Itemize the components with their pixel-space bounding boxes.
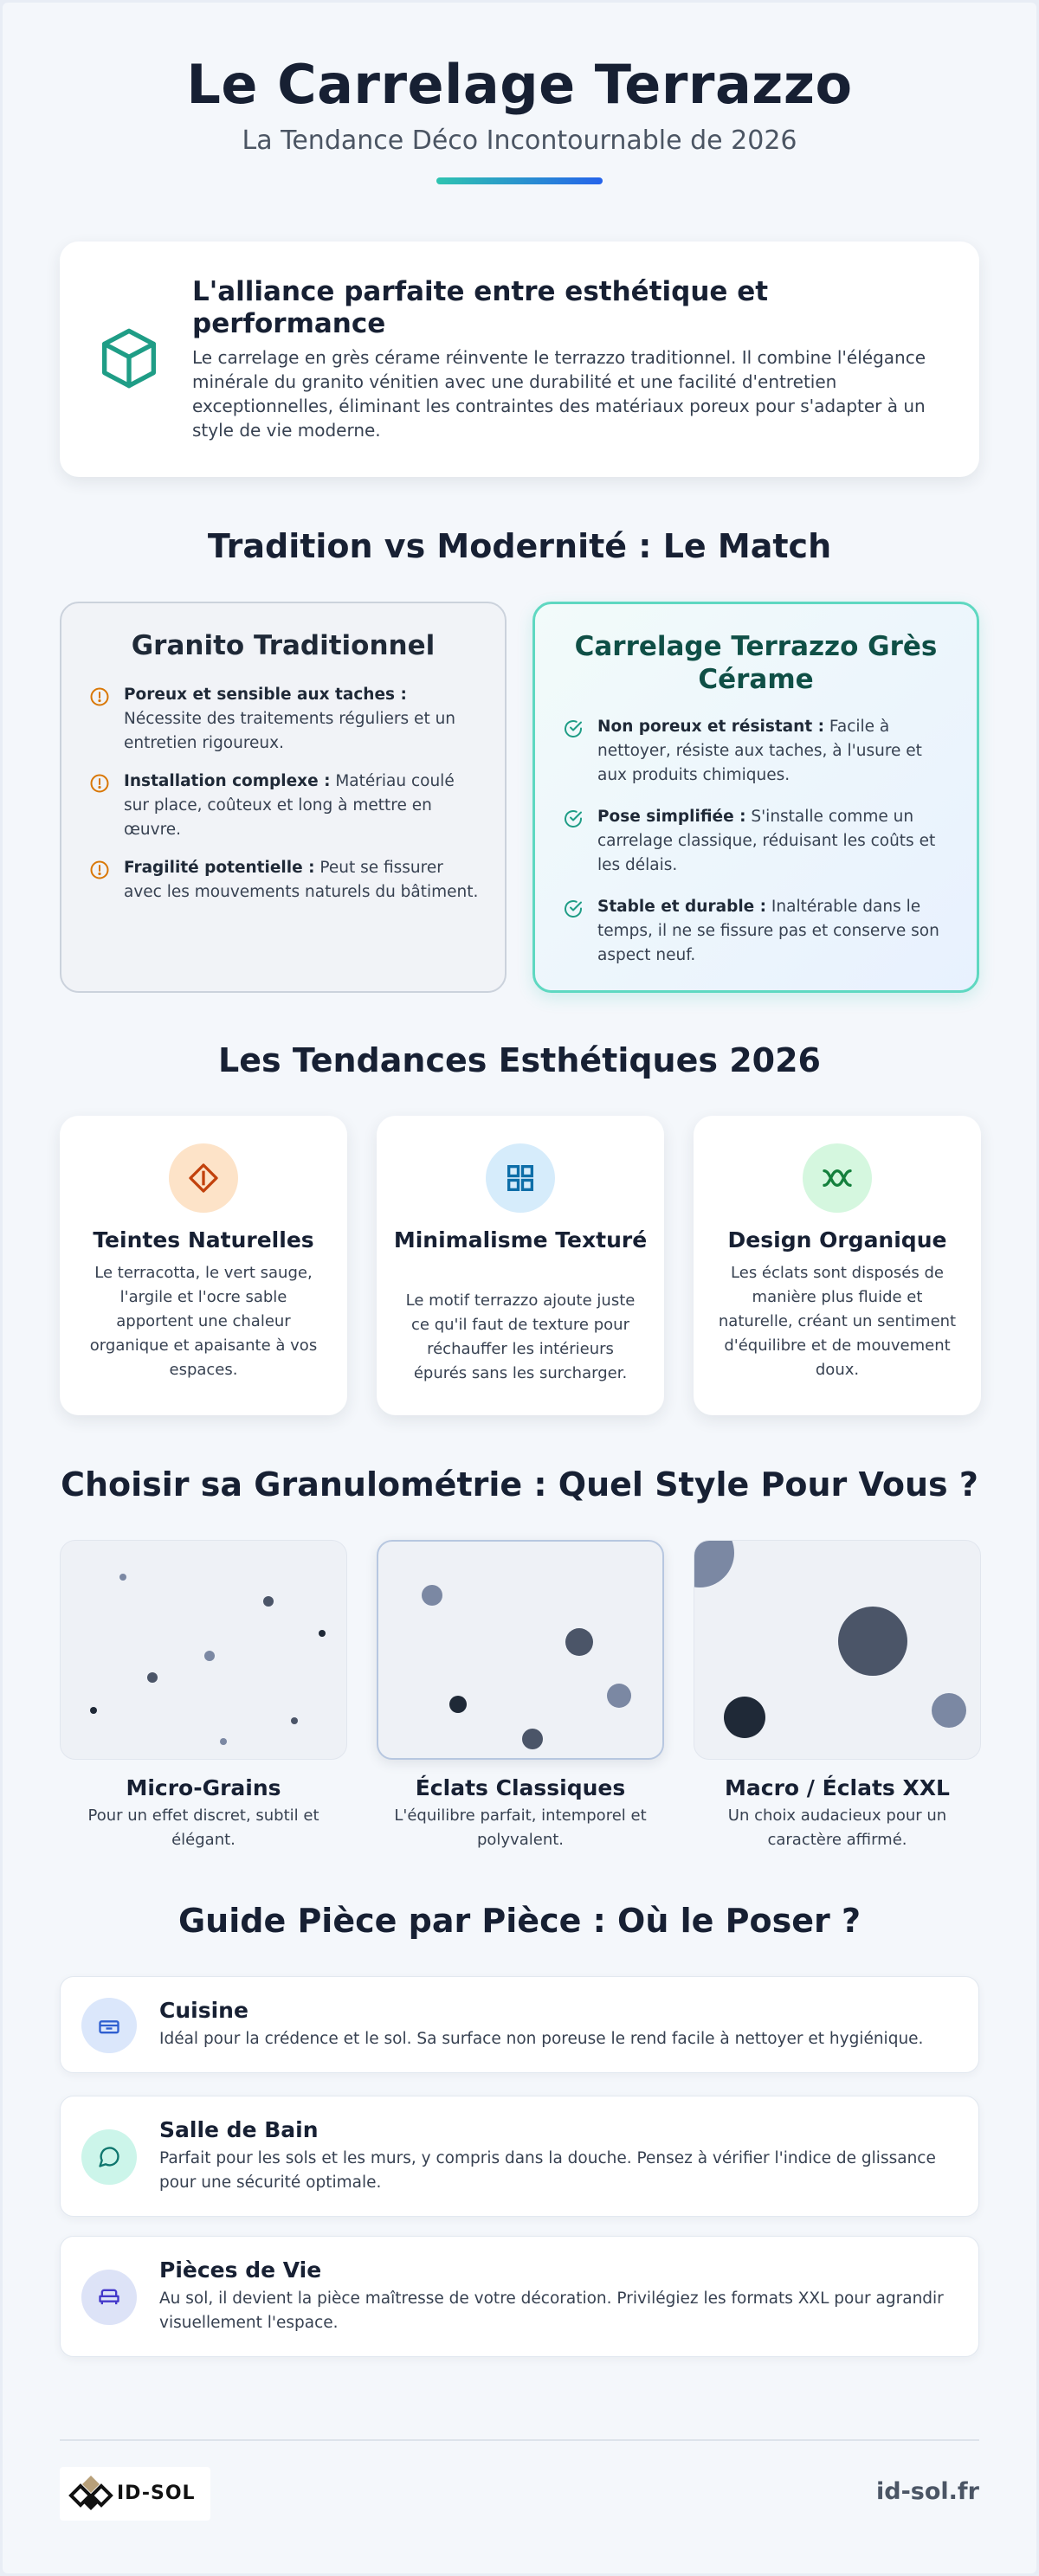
- room-icon-badge: [81, 1998, 137, 2053]
- rooms-title: Guide Pièce par Pièce : Où le Poser ?: [177, 1902, 862, 1940]
- item-text: Nécessite des traitements réguliers et un entretien rigoureux.: [124, 710, 456, 752]
- id-sol-logo[interactable]: [60, 2467, 210, 2521]
- footer-divider: [60, 2439, 979, 2441]
- item-text: Inaltérable dans le temps, il ne se fissure pas et conserve son aspect neuf.: [597, 898, 939, 964]
- logo-text: ID-SOL: [117, 2483, 196, 2504]
- trend-card: [377, 1116, 664, 1415]
- organic-curve-icon: [820, 1161, 855, 1195]
- room-card: [60, 2096, 979, 2217]
- item-label: Poreux et sensible aux taches :: [124, 686, 407, 704]
- macro-chips-swatch: [694, 1540, 981, 1760]
- room-icon-badge: [81, 2129, 137, 2185]
- trends-title: Les Tendances Esthétiques 2026: [218, 1041, 821, 1079]
- alert-circle-icon: [89, 773, 110, 794]
- traditional-card: [60, 602, 507, 993]
- trend-text: Le terracotta, le vert sauge, l'argile et l'ocre sable apportent une chaleur organique et apaisante à vos espaces.: [89, 1264, 318, 1379]
- room-title: Cuisine: [159, 1998, 248, 2023]
- infographic-page: [3, 3, 1036, 2573]
- title-underline: [436, 177, 603, 184]
- trend-card: [60, 1116, 347, 1415]
- trend-title: Minimalisme Texturé: [393, 1227, 648, 1253]
- logo-mark-icon: [67, 2474, 115, 2514]
- granulometry-title: Choisir sa Granulométrie : Quel Style Pour Vous ?: [61, 1465, 978, 1504]
- item-label: Pose simplifiée :: [597, 808, 746, 826]
- item-label: Fragilité potentielle :: [124, 859, 315, 877]
- micro-grains-swatch: [60, 1540, 347, 1760]
- trend-text: Le motif terrazzo ajoute juste ce qu'il faut de texture pour réchauffer les intérieurs épurés sans les surcharger.: [405, 1291, 636, 1382]
- modern-card: [532, 602, 979, 993]
- trend-badge: [486, 1143, 555, 1213]
- grain-text: L'équilibre parfait, intemporel et polyvalent.: [394, 1806, 647, 1849]
- page-title: Le Carrelage Terrazzo: [186, 53, 853, 116]
- classic-chips-swatch: [377, 1540, 664, 1760]
- room-icon-badge: [81, 2270, 137, 2325]
- trend-badge: [803, 1143, 872, 1213]
- room-text: Idéal pour la crédence et le sol. Sa surface non poreuse le rend facile à nettoyer et hygiénique.: [159, 2030, 924, 2048]
- list-item: [89, 856, 479, 905]
- item-label: Non poreux et résistant :: [597, 718, 825, 736]
- check-circle-icon: [563, 718, 584, 739]
- trend-card: [694, 1116, 981, 1415]
- classic-chips-pattern: [378, 1542, 664, 1760]
- room-title: Pièces de Vie: [159, 2257, 322, 2283]
- trend-title: Teintes Naturelles: [93, 1227, 314, 1253]
- room-card: [60, 2236, 979, 2357]
- grain-text: Pour un effet discret, subtil et élégant.: [87, 1806, 319, 1849]
- modern-title: Carrelage Terrazzo Grès Cérame: [574, 631, 938, 695]
- item-text: Matériau coulé sur place, coûteux et long à mettre en œuvre.: [124, 772, 455, 839]
- alert-circle-icon: [89, 860, 110, 880]
- item-text: Peut se fissurer avec les mouvements naturels du bâtiment.: [124, 859, 479, 901]
- item-label: Installation complexe :: [124, 772, 331, 790]
- item-text: Facile à nettoyer, résiste aux taches, à l'usure et aux produits chimiques.: [597, 718, 922, 784]
- room-text: Au sol, il devient la pièce maîtresse de votre décoration. Privilégiez les formats XXL pour agrandir visuellement l'espace.: [159, 2289, 944, 2332]
- footer-url-link[interactable]: id-sol.fr: [876, 2478, 979, 2505]
- item-label: Stable et durable :: [597, 898, 767, 916]
- trend-badge: [169, 1143, 238, 1213]
- list-item: [89, 770, 479, 842]
- traditional-title: Granito Traditionnel: [131, 630, 436, 661]
- diamond-icon: [186, 1161, 221, 1195]
- trend-title: Design Organique: [727, 1227, 947, 1253]
- room-title: Salle de Bain: [159, 2117, 319, 2142]
- list-item: [563, 895, 951, 968]
- item-text: S'installe comme un carrelage classique, réduisant les coûts et les délais.: [597, 808, 936, 874]
- traditional-list: [89, 683, 479, 918]
- list-item: [563, 805, 951, 878]
- trend-text: Les éclats sont disposés de manière plus fluide et naturelle, créant un sentiment d'équilibre et de mouvement doux.: [718, 1264, 957, 1379]
- grain-title: Micro-Grains: [126, 1775, 281, 1800]
- check-circle-icon: [563, 808, 584, 829]
- room-text: Parfait pour les sols et les murs, y compris dans la douche. Pensez à vérifier l'indice de glissance pour une sécurité optimale.: [159, 2149, 936, 2192]
- macro-chips-pattern: [694, 1541, 981, 1760]
- comparison-title: Tradition vs Modernité : Le Match: [207, 527, 832, 565]
- intro-heading: L'alliance parfaite entre esthétique et performance: [192, 276, 769, 339]
- sofa-icon: [97, 2285, 121, 2309]
- grain-title: Éclats Classiques: [415, 1775, 626, 1800]
- room-card: [60, 1976, 979, 2073]
- page-subtitle: La Tendance Déco Incontournable de 2026: [242, 126, 797, 156]
- list-item: [563, 715, 951, 788]
- alert-circle-icon: [89, 686, 110, 707]
- intro-text: Le carrelage en grès cérame réinvente le terrazzo traditionnel. Il combine l'élégance minérale du granito vénitien avec une durabilité et une facilité d'entretien exceptionnelles, éliminant les contraintes des matériaux poreux pour s'adapter à un style de vie moderne.: [192, 347, 926, 441]
- grain-title: Macro / Éclats XXL: [725, 1775, 950, 1800]
- modern-list: [563, 715, 951, 982]
- list-item: [89, 683, 479, 756]
- check-circle-icon: [563, 898, 584, 919]
- chat-bubble-icon: [97, 2145, 121, 2169]
- cube-icon: [94, 324, 164, 393]
- micro-grains-pattern: [61, 1541, 347, 1760]
- intro-card: [60, 242, 979, 477]
- kitchen-icon: [97, 2013, 121, 2038]
- grid-icon: [503, 1161, 538, 1195]
- grain-text: Un choix audacieux pour un caractère affirmé.: [727, 1806, 947, 1849]
